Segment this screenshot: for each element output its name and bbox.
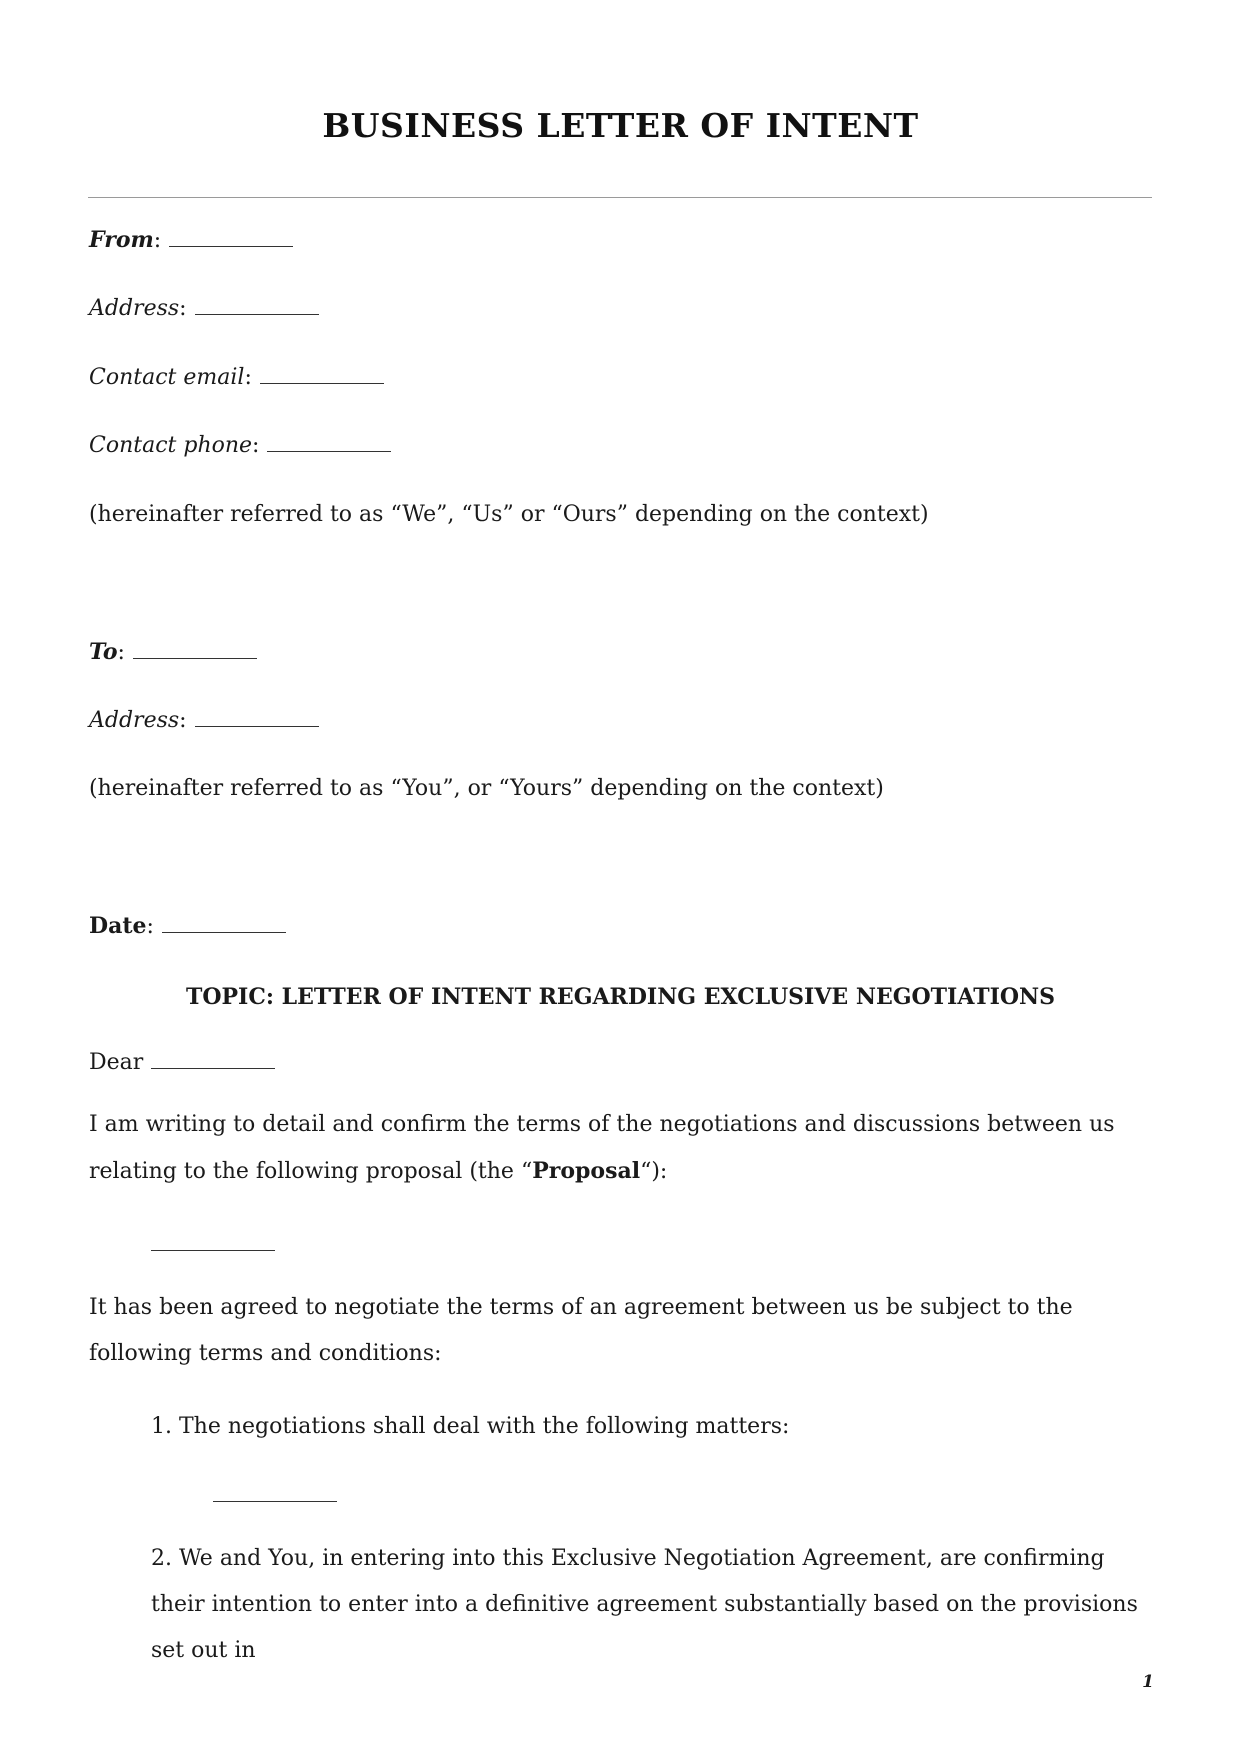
date-sep: : [146,914,154,939]
date-label: Date [89,913,147,939]
page-number: 1 [1142,1672,1154,1692]
to-address-label: Address [89,708,180,733]
contact-phone-blank[interactable] [267,433,391,452]
from-address-blank[interactable] [195,296,319,315]
date-line [89,912,286,941]
contact-phone-label: Contact phone [89,433,253,458]
agreement-paragraph: It has been agreed to negotiate the terms of an agreement between us be subject to the following terms and conditions: [89,1295,1073,1366]
from-sep: : [153,228,162,253]
intro-text-pre: I am writing to detail and confirm the terms of the negotiations and discussions between us relating to the following proposal (the “ [89,1112,1115,1184]
contact-email-sep: : [244,365,252,390]
intro-text-bold: Proposal [532,1158,641,1184]
to-reference-text: (hereinafter referred to as “You”, or “Yours” depending on the context) [89,776,884,801]
matters-blank-line [213,1482,337,1510]
from-reference-text: (hereinafter referred to as “We”, “Us” or “Ours” depending on the context) [89,502,929,527]
title-divider [88,197,1152,198]
salutation-text: Dear [89,1050,144,1075]
from-address-label: Address [89,296,180,321]
intro-paragraph [89,1102,1164,1195]
proposal-blank-line [151,1231,275,1259]
date-blank[interactable] [162,914,286,933]
from-blank[interactable] [169,228,293,247]
to-label: To [89,639,118,665]
matters-blank[interactable] [213,1483,337,1502]
contact-phone-line [89,432,391,460]
to-line [89,638,257,667]
contact-email-blank[interactable] [260,365,384,384]
to-blank[interactable] [133,640,257,659]
contact-phone-sep: : [252,433,260,458]
to-sep: : [117,640,125,665]
document-title: BUSINESS LETTER OF INTENT [322,106,919,145]
topic-heading: TOPIC: LETTER OF INTENT REGARDING EXCLUSIVE NEGOTIATIONS [185,984,1056,1010]
proposal-blank[interactable] [151,1232,275,1251]
from-address-line [89,295,319,323]
to-address-sep: : [179,708,187,733]
to-address-blank[interactable] [195,708,319,727]
contact-email-label: Contact email [89,365,245,390]
contact-email-line [89,364,384,392]
from-label: From [89,227,154,253]
salutation-blank[interactable] [151,1050,275,1069]
salutation-line [89,1049,275,1077]
intro-text-post: “): [640,1159,668,1184]
to-address-line [89,707,319,735]
from-line [89,226,293,255]
item-2: 2. We and You, in entering into this Exclusive Negotiation Agreement, are confirming their intention to enter into a definitive agreement substantially based on the provisions set out in [151,1546,1138,1663]
from-address-sep: : [179,296,187,321]
item-1: 1. The negotiations shall deal with the following matters: [151,1414,790,1439]
